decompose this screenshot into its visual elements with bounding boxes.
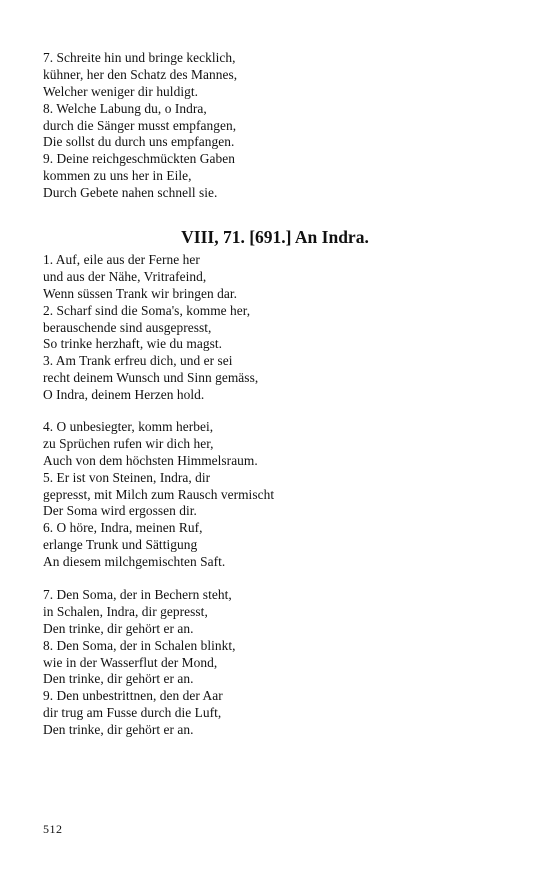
verse-line: durch die Sänger musst empfangen, bbox=[43, 117, 237, 133]
verse-line: So trinke herzhaft, wie du magst. bbox=[43, 336, 223, 352]
verse-block-stanzas-1-3 bbox=[43, 252, 523, 404]
verse-line: 9. Den unbestrittnen, den der Aar bbox=[43, 688, 223, 704]
verse-line: 1. Auf, eile aus der Ferne her bbox=[43, 252, 200, 267]
verse-line: 2. Scharf sind die Soma's, komme her, bbox=[43, 302, 251, 318]
verse-line: Auch von dem höchsten Himmelsraum. bbox=[43, 452, 258, 468]
section-heading: VIII, 71. [691.] An Indra. bbox=[181, 227, 369, 247]
page-number: 512 bbox=[43, 822, 63, 836]
verse-line: Die sollst du durch uns empfangen. bbox=[43, 134, 235, 150]
verse-line: in Schalen, Indra, dir gepresst, bbox=[43, 603, 208, 619]
verse-line: 7. Den Soma, der in Bechern steht, bbox=[43, 587, 232, 602]
verse-line: 6. O höre, Indra, meinen Ruf, bbox=[43, 520, 203, 536]
verse-block-top bbox=[43, 50, 523, 202]
verse-line: 8. Den Soma, der in Schalen blinkt, bbox=[43, 637, 236, 653]
verse-line: recht deinem Wunsch und Sinn gemäss, bbox=[43, 370, 259, 386]
verse-line: gepresst, mit Milch zum Rausch vermischt bbox=[43, 486, 275, 502]
verse-line: Durch Gebete nahen schnell sie. bbox=[43, 185, 218, 201]
verse-line: berauschende sind ausgepresst, bbox=[43, 319, 212, 335]
verse-line: Den trinke, dir gehört er an. bbox=[43, 671, 194, 687]
verse-line: 7. Schreite hin und bringe kecklich, bbox=[43, 50, 236, 65]
verse-line: 8. Welche Labung du, o Indra, bbox=[43, 100, 207, 116]
verse-block-stanzas-4-6 bbox=[43, 419, 523, 571]
verse-line: An diesem milchgemischten Saft. bbox=[43, 554, 226, 570]
verse-line: und aus der Nähe, Vritrafeind, bbox=[43, 268, 207, 284]
verse-line: Der Soma wird ergossen dir. bbox=[43, 503, 197, 519]
verse-line: 9. Deine reichgeschmückten Gaben bbox=[43, 151, 235, 167]
verse-line: O Indra, deinem Herzen hold. bbox=[43, 387, 205, 403]
verse-line: 5. Er ist von Steinen, Indra, dir bbox=[43, 469, 211, 485]
verse-line: zu Sprüchen rufen wir dich her, bbox=[43, 435, 214, 451]
verse-line: Den trinke, dir gehört er an. bbox=[43, 722, 194, 738]
verse-line: Den trinke, dir gehört er an. bbox=[43, 620, 194, 636]
verse-line: erlange Trunk und Sättigung bbox=[43, 537, 198, 553]
verse-line: Wenn süssen Trank wir bringen dar. bbox=[43, 285, 238, 301]
verse-line: dir trug am Fusse durch die Luft, bbox=[43, 705, 222, 721]
verse-line: wie in der Wasserflut der Mond, bbox=[43, 654, 218, 670]
verse-line: 4. O unbesiegter, komm herbei, bbox=[43, 419, 214, 434]
verse-line: 3. Am Trank erfreu dich, und er sei bbox=[43, 353, 233, 369]
verse-line: kühner, her den Schatz des Mannes, bbox=[43, 66, 238, 82]
verse-block-stanzas-7-9 bbox=[43, 587, 523, 739]
verse-line: Welcher weniger dir huldigt. bbox=[43, 83, 199, 99]
verse-line: kommen zu uns her in Eile, bbox=[43, 168, 192, 184]
